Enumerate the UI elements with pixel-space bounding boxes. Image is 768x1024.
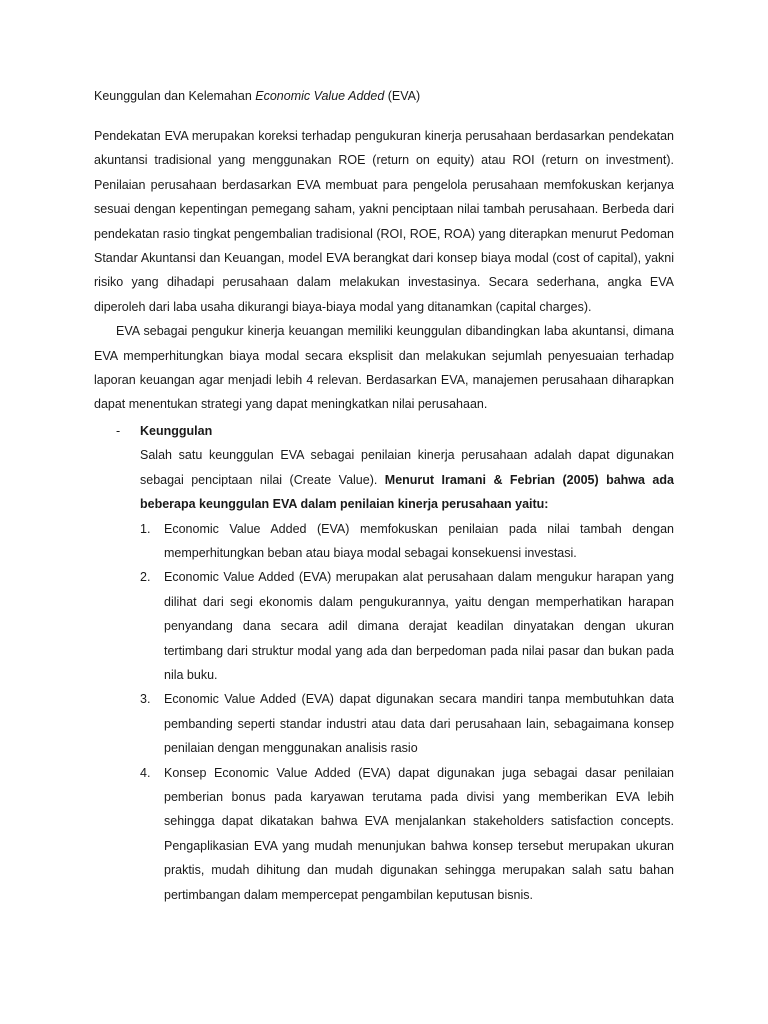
section-bullet: -	[116, 423, 121, 438]
list-item	[140, 565, 674, 687]
document-title	[94, 86, 674, 106]
list-item	[140, 761, 674, 907]
list-item-text: Economic Value Added (EVA) memfokuskan penilaian pada nilai tambah dengan memperhitungkan beban atau biaya modal sebagai konsekuensi investasi.	[164, 521, 674, 560]
numbered-list	[140, 517, 674, 908]
section-heading: Keunggulan	[140, 423, 213, 438]
paragraph-2: EVA sebagai pengukur kinerja keuangan memiliki keunggulan dibandingkan laba akuntansi, dimana EVA memperhitungkan biaya modal secara eksplisit dan melakukan sejumlah penyesuaian terhadap laporan keuangan agar menjadi lebih 4 relevan. Berdasarkan EVA, manajemen perusahaan diharapkan dapat menentukan strategi yang dapat meningkatkan nilai perusahaan.	[94, 324, 674, 412]
list-item-text: Konsep Economic Value Added (EVA) dapat digunakan juga sebagai dasar penilaian pemberian bonus pada karyawan terutama pada divisi yang memberikan EVA lebih sehingga dapat dikatakan bahwa EVA menjalankan stakeholders satisfaction concepts. Pengaplikasian EVA yang mudah menunjukan bahwa konsep tersebut merupakan ukuran praktis, mudah dihitung dan mudah digunakan sehingga merupakan salah satu bahan pertimbangan dalam mempercepat pengambilan keputusan bisnis.	[164, 765, 674, 902]
list-item	[140, 687, 674, 760]
list-item-number: 3.	[140, 692, 151, 707]
list-item-number: 1.	[140, 521, 151, 536]
section-keunggulan	[94, 419, 674, 907]
section-intro	[140, 443, 674, 516]
section-intro-bold: Menurut Iramani & Febrian (2005) bahwa ada beberapa keunggulan EVA dalam penilaian kinerja perusahaan yaitu:	[140, 472, 674, 512]
list-item	[140, 517, 674, 566]
section-intro-normal: Salah satu keunggulan EVA sebagai penilaian kinerja perusahaan adalah dapat digunakan sebagai penciptaan nilai (Create Value).	[140, 448, 674, 487]
list-item-text: Economic Value Added (EVA) dapat digunakan secara mandiri tanpa membutuhkan data pembanding seperti standar industri atau data dari perusahaan lain, sebagaimana konsep penilaian dengan menggunakan analisis rasio	[164, 692, 674, 756]
title-part-2: (EVA)	[384, 89, 421, 103]
list-item-text: Economic Value Added (EVA) merupakan alat perusahaan dalam mengukur harapan yang dilihat dari segi ekonomis dalam pengukurannya, yaitu dengan memperhatikan harapan penyandang dana secara adil dimana derajat keadilan dinyatakan dengan ukuran tertimbang dari struktur modal yang ada dan berpedoman pada nilai pasar dan bukan pada nila buku.	[164, 570, 674, 682]
list-item-number: 4.	[140, 765, 151, 780]
title-part-1: Keunggulan dan Kelemahan	[94, 89, 256, 103]
list-item-number: 2.	[140, 570, 151, 585]
title-italic: Economic Value Added	[255, 89, 385, 103]
paragraph-1: Pendekatan EVA merupakan koreksi terhadap pengukuran kinerja perusahaan berdasarkan pendekatan akuntansi tradisional yang menggunakan ROE (return on equity) atau ROI (return on investment). Penilaian perusahaan berdasarkan EVA membuat para pengelola perusahaan memfokuskan kerjanya sesuai dengan kepentingan pemegang saham, yakni penciptaan nilai tambah perusahaan. Berbeda dari pendekatan rasio tingkat pengembalian tradisional (ROI, ROE, ROA) yang diterapkan menurut Pedoman Standar Akuntansi dan Keuangan, model EVA berangkat dari konsep biaya modal (cost of capital), yakni risiko yang dihadapi perusahaan dalam melakukan investasinya. Secara sederhana, angka EVA diperoleh dari laba usaha dikurangi biaya-biaya modal yang ditanamkan (capital charges).	[94, 129, 674, 314]
